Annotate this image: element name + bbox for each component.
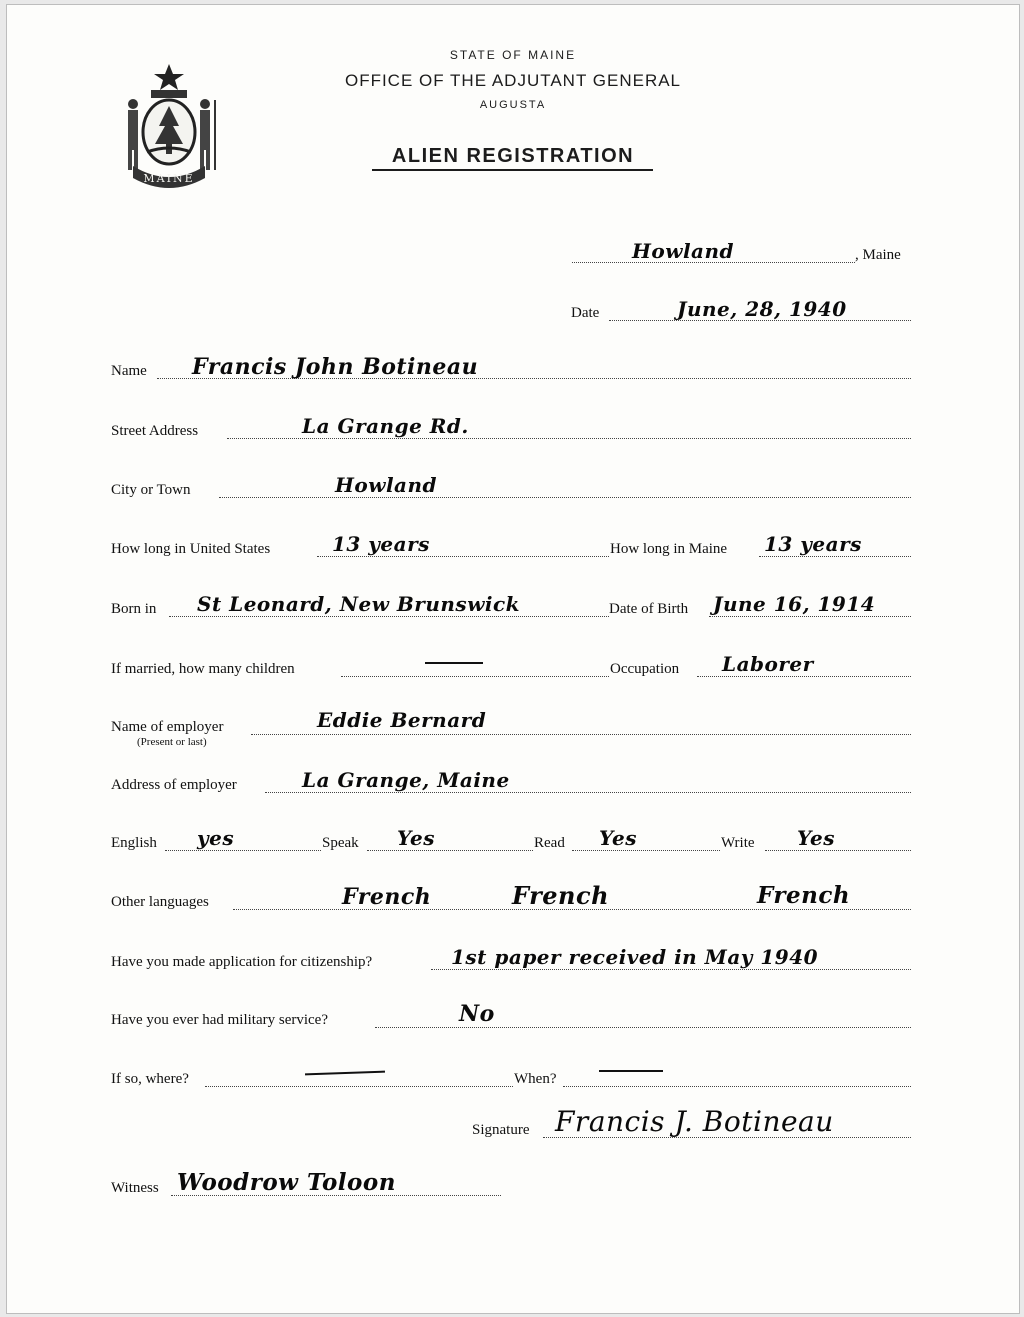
employer-address-dots	[265, 792, 911, 793]
children-label: If married, how many children	[111, 661, 295, 677]
employer-label: Name of employer	[111, 719, 224, 735]
city-entry: Howland	[335, 473, 438, 497]
date-entry: June, 28, 1940	[677, 297, 847, 321]
language-entry-2: French	[512, 881, 610, 910]
date-label: Date	[571, 305, 600, 321]
english-entry: yes	[197, 826, 235, 850]
born-label: Born in	[111, 601, 157, 617]
born-entry: St Leonard, New Brunswick	[197, 592, 521, 616]
employer-dots	[251, 734, 911, 735]
where-label: If so, where?	[111, 1071, 189, 1087]
header-city: AUGUSTA	[479, 99, 547, 111]
speak-dots	[367, 850, 533, 851]
language-entry-1: French	[342, 884, 432, 910]
write-label: Write	[721, 835, 755, 851]
us-years-entry: 13 years	[332, 532, 430, 556]
dob-dots	[709, 616, 911, 617]
children-dots	[341, 676, 609, 677]
english-dots	[165, 850, 321, 851]
where-dots	[205, 1086, 513, 1087]
other-languages-label: Other languages	[111, 894, 209, 910]
occupation-label: Occupation	[610, 661, 680, 677]
military-entry: No	[459, 1001, 495, 1027]
write-entry: Yes	[797, 826, 836, 850]
read-entry: Yes	[599, 826, 638, 850]
header-state: STATE OF MAINE	[449, 48, 577, 62]
signature-label: Signature	[472, 1122, 530, 1138]
form-page	[6, 4, 1020, 1314]
city-dots	[219, 497, 911, 498]
title-underline	[372, 169, 653, 171]
dob-entry: June 16, 1914	[713, 592, 876, 616]
when-dots	[563, 1086, 911, 1087]
speak-label: Speak	[322, 835, 359, 851]
born-dots	[169, 616, 609, 617]
when-label: When?	[514, 1071, 557, 1087]
street-label: Street Address	[111, 423, 199, 439]
language-entry-3: French	[757, 882, 851, 909]
witness-label: Witness	[111, 1180, 159, 1196]
employer-address-entry: La Grange, Maine	[302, 768, 510, 792]
employer-sub-label: (Present or last)	[137, 736, 207, 748]
when-dash	[599, 1070, 663, 1072]
speak-entry: Yes	[397, 826, 436, 850]
street-dots	[227, 438, 911, 439]
us-years-label: How long in United States	[111, 541, 271, 557]
name-entry: Francis John Botineau	[192, 354, 479, 380]
citizenship-label: Have you made application for citizenship?	[111, 954, 373, 970]
read-dots	[572, 850, 720, 851]
military-label: Have you ever had military service?	[111, 1012, 328, 1028]
read-label: Read	[534, 835, 565, 851]
employer-entry: Eddie Bernard	[317, 708, 487, 732]
street-entry: La Grange Rd.	[302, 414, 469, 438]
us-years-dots	[317, 556, 609, 557]
maine-years-label: How long in Maine	[610, 541, 728, 557]
dob-label: Date of Birth	[609, 601, 689, 617]
svg-text:MAINE: MAINE	[143, 172, 195, 185]
city-label: City or Town	[111, 482, 191, 498]
citizenship-entry: 1st paper received in May 1940	[451, 945, 819, 969]
write-dots	[765, 850, 911, 851]
where-dash	[305, 1071, 385, 1076]
maine-years-entry: 13 years	[764, 532, 862, 556]
town-entry: Howland	[632, 239, 735, 263]
signature-entry: Francis J. Botineau	[555, 1105, 834, 1138]
occupation-dots	[697, 676, 911, 677]
name-label: Name	[111, 363, 147, 379]
military-dots	[375, 1027, 911, 1028]
header-office: OFFICE OF THE ADJUTANT GENERAL	[344, 71, 682, 90]
employer-address-label: Address of employer	[111, 777, 237, 793]
english-label: English	[111, 835, 157, 851]
children-dash	[425, 662, 483, 664]
town-suffix-label: , Maine	[855, 247, 901, 263]
citizenship-dots	[431, 969, 911, 970]
witness-entry: Woodrow Toloon	[177, 1169, 396, 1196]
form-title: ALIEN REGISTRATION	[391, 145, 635, 167]
maine-years-dots	[759, 556, 911, 557]
occupation-entry: Laborer	[722, 652, 814, 676]
